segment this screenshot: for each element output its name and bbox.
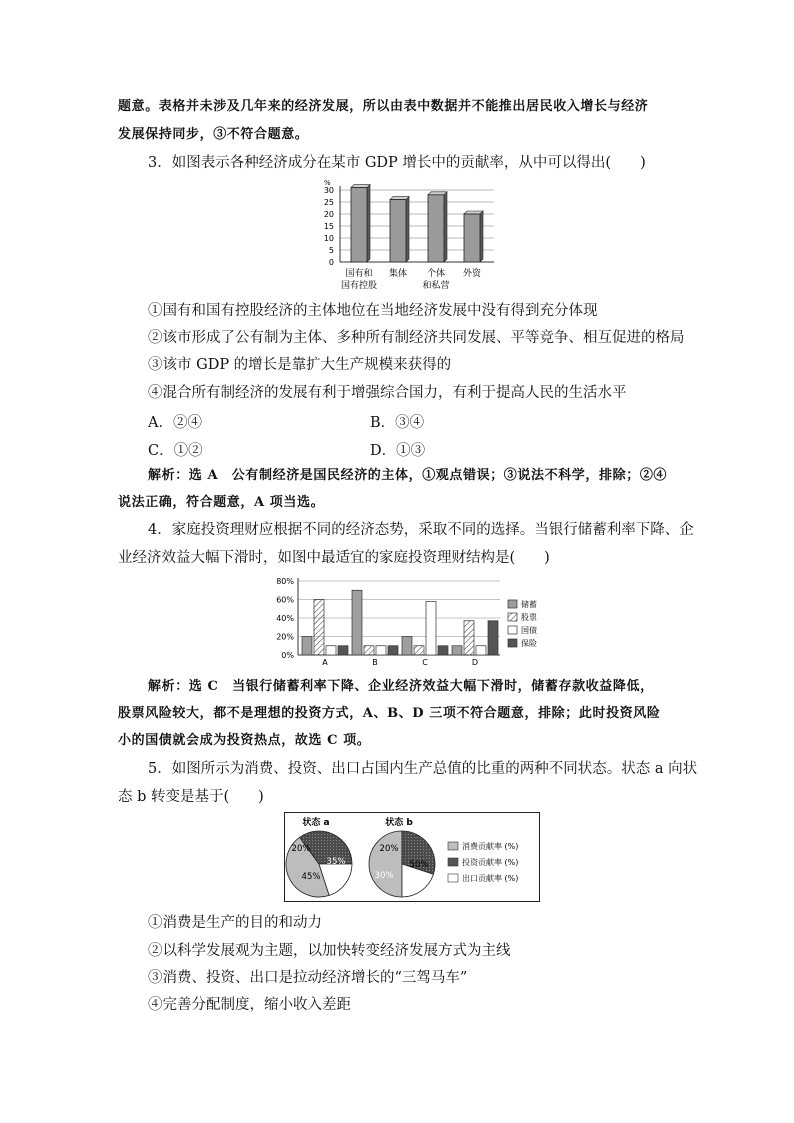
q3-choice-c: C．①② xyxy=(148,443,203,459)
bar-A-1 xyxy=(314,600,324,656)
bar-D-3 xyxy=(488,621,498,655)
bar-top xyxy=(351,185,370,188)
y-tick-labels xyxy=(276,577,294,660)
legend-invest: 投资贡献率 (%) xyxy=(462,858,519,867)
pie-a-invest-label: 35% xyxy=(326,857,346,867)
y-tick-15: 15 xyxy=(323,222,334,231)
q3-option-2: ②该市形成了公有制为主体、多种所有制经济共同发展、平等竞争、相互促进的格局 xyxy=(148,330,685,346)
q5-option-2: ②以科学发展观为主题，以加快转变经济发展方式为主线 xyxy=(148,943,511,959)
y-tick-40: 40% xyxy=(276,614,294,623)
q3-option-4: ④混合所有制经济的发展有利于增强综合国力，有利于提高人民的生活水平 xyxy=(148,385,627,401)
bars xyxy=(302,590,498,655)
q3-stem: 3．如图表示各种经济成分在某市 GDP 增长中的贡献率，从中可以得出( ) xyxy=(148,155,646,171)
q3-option-3: ③该市 GDP 的增长是靠扩大生产规模来获得的 xyxy=(148,357,452,373)
pie-b-invest-label: 30% xyxy=(374,871,394,881)
bars xyxy=(351,185,483,262)
pie-a-export-label: 20% xyxy=(291,844,311,854)
pie-b-slice-0 xyxy=(369,831,402,897)
y-tick-5: 5 xyxy=(328,246,334,255)
bar-D-1 xyxy=(464,621,474,655)
category-label-3b: 和私营 xyxy=(422,281,450,291)
bar-A-3 xyxy=(338,646,348,655)
bar-side xyxy=(480,211,483,262)
prev-solution-line-2: 发展保持同步，③不符合题意。 xyxy=(118,127,309,142)
group-label-C: C xyxy=(422,658,428,667)
bar-C-1 xyxy=(414,646,424,655)
category-label-2: 集体 xyxy=(388,269,408,279)
y-tick-10: 10 xyxy=(323,234,334,243)
bar-A-0 xyxy=(302,637,312,656)
bar-top xyxy=(464,211,483,214)
group-labels xyxy=(322,658,478,667)
bar-top xyxy=(428,192,447,195)
legend-swatch-2 xyxy=(508,626,517,634)
q4-solution-line-2: 股票风险较大，都不是理想的投资方式，A、B、D 三项不符合题意，排除；此时投资风险 xyxy=(118,706,661,721)
bar-C-2 xyxy=(426,601,436,655)
bar-side xyxy=(406,197,409,262)
bar-1 xyxy=(351,188,367,262)
bar-B-0 xyxy=(352,590,362,655)
legend xyxy=(508,599,537,648)
bar-C-3 xyxy=(438,646,448,655)
legend-swatch-3 xyxy=(508,639,517,647)
q3-solution-line-2: 说法正确，符合题意，A 项当选。 xyxy=(118,495,325,510)
category-label-1b: 国有控股 xyxy=(340,281,378,291)
pie-a-title: 状态 a xyxy=(302,818,330,828)
q5-option-1: ①消费是生产的目的和动力 xyxy=(148,915,322,931)
pie-legend xyxy=(448,841,518,883)
legend-swatch-1 xyxy=(508,613,517,621)
y-tick-labels xyxy=(324,186,334,267)
q3-solution-line-1: 解析：选 A 公有制经济是国民经济的主体，①观点错误；③说法不科学，排除；②④ xyxy=(148,468,668,483)
q3-option-1: ①国有和国有控股经济的主体地位在当地经济发展中没有得到充分体现 xyxy=(148,303,598,319)
q4-stem-line-1: 4．家庭投资理财应根据不同的经济态势，采取不同的选择。当银行储蓄利率下降、企 xyxy=(148,522,694,538)
legend-swatch-0 xyxy=(508,600,517,608)
y-tick-25: 25 xyxy=(323,198,334,207)
y-tick-20: 20 xyxy=(323,210,334,219)
q5-stem-line-1: 5．如图所示为消费、投资、出口占国内生产总值的比重的两种不同状态。状态 a 向状 xyxy=(148,761,698,777)
y-tick-60: 60% xyxy=(276,595,294,605)
pie-a-consume-label: 45% xyxy=(301,872,321,882)
y-unit-label: % xyxy=(324,179,331,187)
bar-B-1 xyxy=(364,646,374,655)
category-label-1a: 国有和 xyxy=(345,269,373,279)
legend-consume: 消费贡献率 (%) xyxy=(462,842,519,851)
y-tick-80: 80% xyxy=(276,577,294,586)
bar-2 xyxy=(390,200,406,262)
q4-stem-line-2: 业经济效益大幅下滑时，如图中最适宜的家庭投资理财结构是( ) xyxy=(118,550,550,566)
prev-solution-line-1: 题意。表格并未涉及几年来的经济发展，所以由表中数据并不能推出居民收入增长与经济 xyxy=(118,99,649,114)
pie-b-title: 状态 b xyxy=(385,818,413,828)
bar-4 xyxy=(464,214,480,262)
q4-solution-line-3: 小的国债就会成为投资热点，故选 C 项。 xyxy=(118,733,371,748)
bar-C-0 xyxy=(402,637,412,656)
legend-label-3: 保险 xyxy=(521,639,537,648)
legend-label-0: 储蓄 xyxy=(521,600,537,609)
group-label-A: A xyxy=(322,658,328,667)
investment-structure-bar-chart xyxy=(268,574,548,670)
q3-choice-b: B．③④ xyxy=(370,415,425,431)
q3-choice-d: D．①③ xyxy=(370,443,426,459)
group-label-D: D xyxy=(471,658,479,667)
category-label-4: 外资 xyxy=(462,269,482,279)
legend-export: 出口贡献率 (%) xyxy=(462,874,519,883)
gdp-contribution-bar-chart xyxy=(318,176,508,294)
pie-b-export-label: 20% xyxy=(379,844,399,854)
legend-label-1: 股票 xyxy=(521,613,537,622)
y-tick-20: 20% xyxy=(276,632,294,642)
q4-solution-line-1: 解析：选 C 当银行储蓄利率下降、企业经济效益大幅下滑时，储蓄存款收益降低， xyxy=(148,679,654,694)
q5-option-3: ③消费、投资、出口是拉动经济增长的“三驾马车” xyxy=(148,970,468,986)
bar-D-0 xyxy=(452,646,462,655)
bar-B-3 xyxy=(388,646,398,655)
q3-choice-a: A．②④ xyxy=(148,415,202,431)
bar-top xyxy=(390,197,409,200)
gdp-structure-pie-charts xyxy=(284,812,540,902)
bar-side xyxy=(444,192,447,262)
bar-A-2 xyxy=(326,646,336,655)
q5-option-4: ④完善分配制度，缩小收入差距 xyxy=(148,997,351,1013)
bar-B-2 xyxy=(376,646,386,655)
bar-side xyxy=(367,185,370,262)
legend-label-2: 国债 xyxy=(521,626,537,635)
bar-3 xyxy=(428,195,444,262)
y-tick-30: 30 xyxy=(323,186,334,195)
category-label-3a: 个体 xyxy=(426,269,446,279)
y-tick-0: 0 xyxy=(328,258,334,267)
group-label-B: B xyxy=(372,658,378,667)
q5-stem-line-2: 态 b 转变是基于( ) xyxy=(118,789,264,805)
y-tick-0: 0% xyxy=(281,651,294,660)
bar-D-2 xyxy=(476,646,486,655)
pie-b-consume-label: 50% xyxy=(409,860,429,870)
